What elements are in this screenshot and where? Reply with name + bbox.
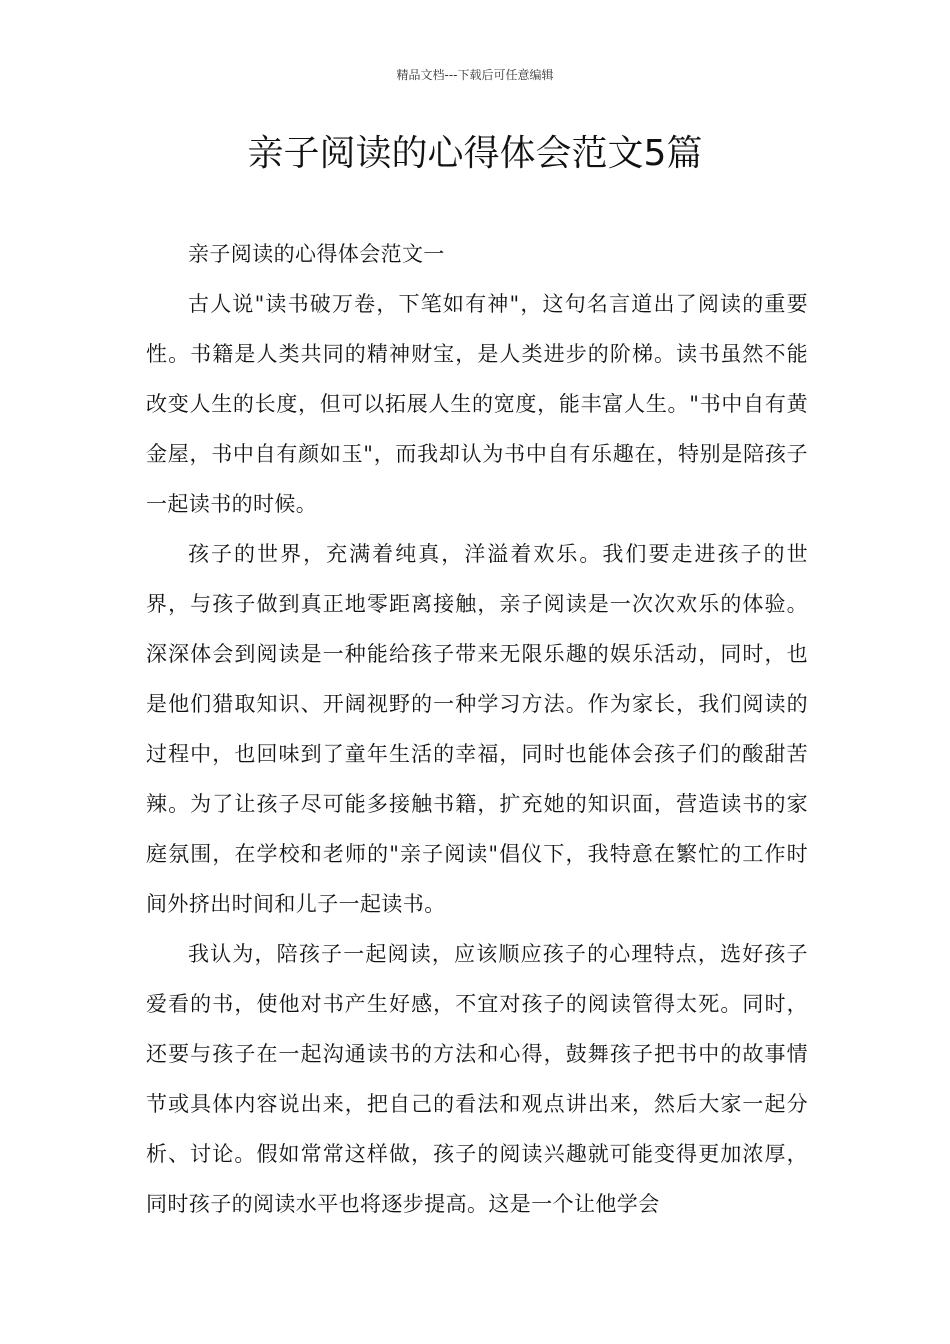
paragraph: 我认为，陪孩子一起阅读，应该顺应孩子的心理特点，选好孩子爱看的书，使他对书产生好感，不宜对孩子的阅读管得太死。同时，还要与孩子在一起沟通读书的方法和心得，鼓舞孩子把书中的故事情节或具体内容说出来，把自己的看法和观点讲出来，然后大家一起分析、讨论。假如常常这样做，孩子的阅读兴趣就可能变得更加浓厚，同时孩子的阅读水平也将逐步提高。这是一个让他学会 <box>146 942 808 1216</box>
paragraph: 古人说"读书破万卷，下笔如有神"，这句名言道出了阅读的重要性。书籍是人类共同的精神财宝，是人类进步的阶梯。读书虽然不能改变人生的长度，但可以拓展人生的宽度，能丰富人生。"书中自有黄金屋，书中自有颜如玉"，而我却认为书中自有乐趣在，特别是陪孩子一起读书的时候。 <box>146 292 808 516</box>
paragraph: 孩子的世界，充满着纯真，洋溢着欢乐。我们要走进孩子的世界，与孩子做到真正地零距离接触，亲子阅读是一次次欢乐的体验。深深体会到阅读是一种能给孩子带来无限乐趣的娱乐活动，同时，也是他们猎取知识、开阔视野的一种学习方法。作为家长，我们阅读的过程中，也回味到了童年生活的幸福，同时也能体会孩子们的酸甜苦辣。为了让孩子尽可能多接触书籍，扩充她的知识面，营造读书的家庭氛围，在学校和老师的"亲子阅读"倡仪下，我特意在繁忙的工作时间外挤出时间和儿子一起读书。 <box>146 542 808 916</box>
page-header: 精品文档---下载后可任意编辑 <box>396 68 554 82</box>
section-heading: 亲子阅读的心得体会范文一 <box>188 242 445 266</box>
document-body <box>146 229 808 1229</box>
document-title: 亲子阅读的心得体会范文5篇 <box>247 133 703 174</box>
